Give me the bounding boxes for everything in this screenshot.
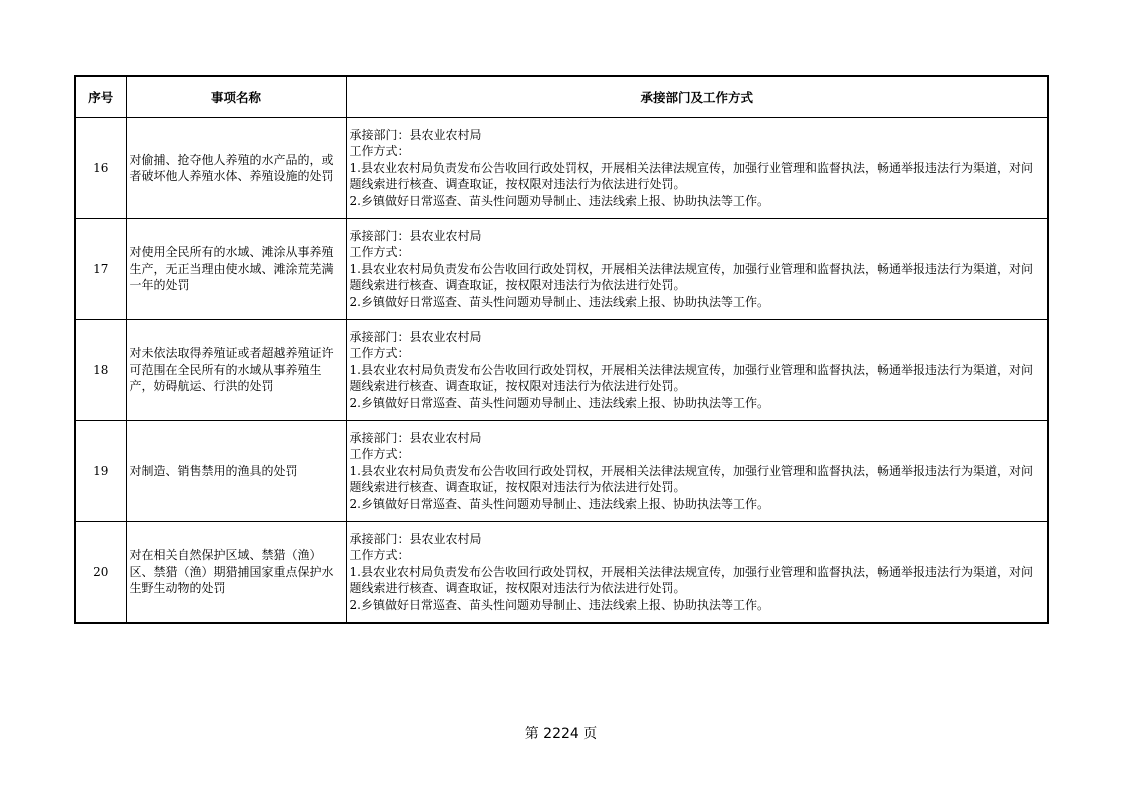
table-row <box>75 219 1048 320</box>
mode-label: 工作方式： <box>349 144 410 159</box>
table-row <box>75 320 1048 421</box>
table-row <box>75 118 1048 219</box>
mode-item-1: 1.县农业农村局负责发布公告收回行政处罚权，开展相关法律法规宣传，加强行业管理和监督执法，畅通举报违法行为渠道，对问题线索进行核查、调查取证，按权限对违法行为依法进行处罚。 <box>349 463 1033 495</box>
department-cell <box>346 522 1048 624</box>
department-cell <box>346 118 1048 219</box>
mode-item-1: 1.县农业农村局负责发布公告收回行政处罚权，开展相关法律法规宣传，加强行业管理和监督执法，畅通举报违法行为渠道，对问题线索进行核查、调查取证，按权限对违法行为依法进行处罚。 <box>349 160 1033 192</box>
page-number: 第 2224 页 <box>524 726 598 742</box>
matter-name: 对制造、销售禁用的渔具的处罚 <box>126 421 346 522</box>
matters-table <box>74 75 1049 624</box>
department-line: 承接部门：县农业农村局 <box>349 127 482 142</box>
row-index: 19 <box>75 421 126 522</box>
mode-label: 工作方式： <box>349 548 410 563</box>
table-header-row <box>75 76 1048 118</box>
department-line: 承接部门：县农业农村局 <box>349 430 482 445</box>
row-index: 20 <box>75 522 126 624</box>
mode-label: 工作方式： <box>349 346 410 361</box>
department-line: 承接部门：县农业农村局 <box>349 531 482 546</box>
department-line: 承接部门：县农业农村局 <box>349 329 482 344</box>
mode-item-2: 2.乡镇做好日常巡查、苗头性问题劝导制止、违法线索上报、协助执法等工作。 <box>349 496 769 511</box>
mode-item-2: 2.乡镇做好日常巡查、苗头性问题劝导制止、违法线索上报、协助执法等工作。 <box>349 193 769 208</box>
header-index: 序号 <box>75 76 126 118</box>
header-matter-name: 事项名称 <box>126 76 346 118</box>
mode-item-1: 1.县农业农村局负责发布公告收回行政处罚权，开展相关法律法规宣传，加强行业管理和监督执法，畅通举报违法行为渠道，对问题线索进行核查、调查取证，按权限对违法行为依法进行处罚。 <box>349 362 1033 394</box>
mode-item-2: 2.乡镇做好日常巡查、苗头性问题劝导制止、违法线索上报、协助执法等工作。 <box>349 597 769 612</box>
matter-name: 对未依法取得养殖证或者超越养殖证许可范围在全民所有的水域从事养殖生产，妨碍航运、行洪的处罚 <box>126 320 346 421</box>
department-cell <box>346 320 1048 421</box>
row-index: 16 <box>75 118 126 219</box>
matter-name: 对偷捕、抢夺他人养殖的水产品的，或者破坏他人养殖水体、养殖设施的处罚 <box>126 118 346 219</box>
department-cell <box>346 219 1048 320</box>
mode-item-2: 2.乡镇做好日常巡查、苗头性问题劝导制止、违法线索上报、协助执法等工作。 <box>349 294 769 309</box>
row-index: 18 <box>75 320 126 421</box>
table-row <box>75 522 1048 624</box>
matter-name: 对使用全民所有的水域、滩涂从事养殖生产，无正当理由使水域、滩涂荒芜满一年的处罚 <box>126 219 346 320</box>
mode-label: 工作方式： <box>349 447 410 462</box>
department-line: 承接部门：县农业农村局 <box>349 228 482 243</box>
mode-item-2: 2.乡镇做好日常巡查、苗头性问题劝导制止、违法线索上报、协助执法等工作。 <box>349 395 769 410</box>
mode-label: 工作方式： <box>349 245 410 260</box>
matter-name: 对在相关自然保护区域、禁猎（渔）区、禁猎（渔）期猎捕国家重点保护水生野生动物的处罚 <box>126 522 346 624</box>
department-cell <box>346 421 1048 522</box>
header-department-mode: 承接部门及工作方式 <box>346 76 1048 118</box>
mode-item-1: 1.县农业农村局负责发布公告收回行政处罚权，开展相关法律法规宣传，加强行业管理和监督执法，畅通举报违法行为渠道，对问题线索进行核查、调查取证，按权限对违法行为依法进行处罚。 <box>349 261 1033 293</box>
table-row <box>75 421 1048 522</box>
mode-item-1: 1.县农业农村局负责发布公告收回行政处罚权，开展相关法律法规宣传，加强行业管理和监督执法，畅通举报违法行为渠道，对问题线索进行核查、调查取证，按权限对违法行为依法进行处罚。 <box>349 564 1033 596</box>
row-index: 17 <box>75 219 126 320</box>
